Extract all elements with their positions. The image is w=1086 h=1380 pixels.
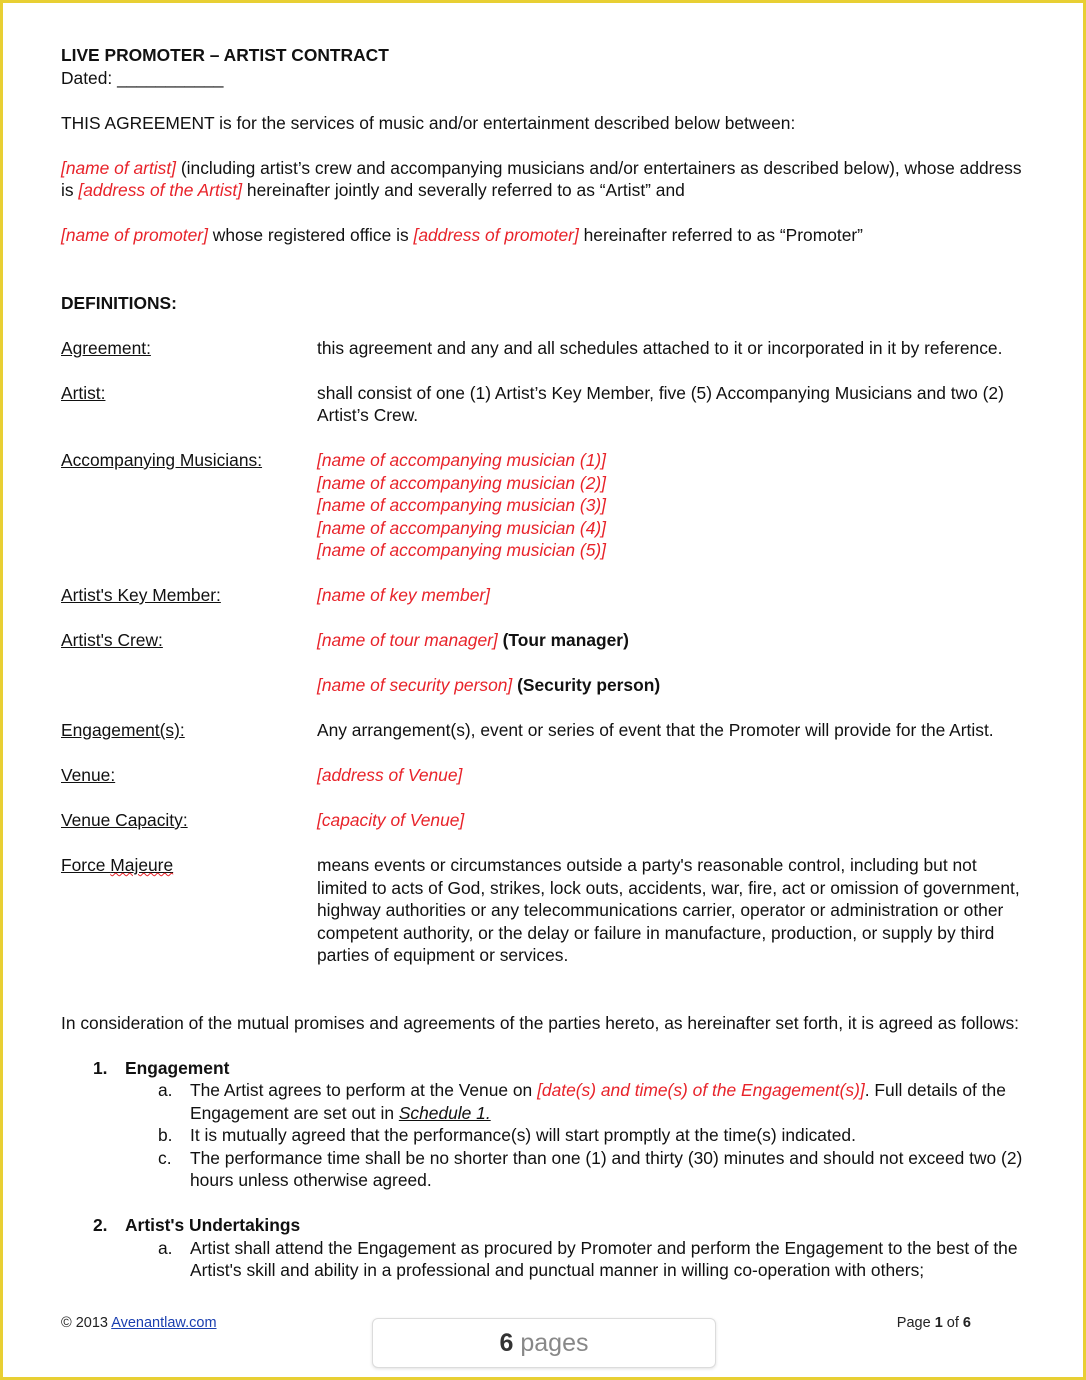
promoter-address-placeholder[interactable]: [address of promoter] — [413, 225, 579, 245]
dated-line: Dated: ___________ — [61, 67, 224, 88]
promoter-text-1: whose registered office is — [207, 225, 414, 245]
crew-list — [317, 629, 1031, 697]
copyright — [61, 1315, 217, 1331]
promoter-text-2: hereinafter referred to as “Promoter” — [578, 225, 863, 245]
clause-text: The performance time shall be no shorter than one (1) and thirty (30) minutes and should not exceed two (2) hours unless otherwise agreed. — [190, 1147, 1023, 1190]
clause-1b — [158, 1124, 1031, 1147]
clause-text: It is mutually agreed that the performance(s) will start promptly at the time(s) indicated. — [190, 1125, 856, 1145]
definition-agreement — [61, 337, 1031, 360]
security-person-role: (Security person) — [512, 675, 661, 695]
clause-letter: c. — [158, 1147, 172, 1168]
artist-paragraph — [61, 157, 1031, 202]
definition-term: Accompanying Musicians: — [61, 450, 263, 470]
key-member-placeholder[interactable]: [name of key member] — [317, 585, 491, 605]
musician-placeholder-4[interactable]: [name of accompanying musician (4)] — [317, 517, 607, 538]
artist-name-placeholder[interactable]: [name of artist] — [61, 157, 177, 178]
document-page — [61, 44, 1031, 1282]
tour-manager-placeholder[interactable]: [name of tour manager] — [317, 630, 498, 650]
clause-letter: b. — [158, 1125, 173, 1145]
definition-term: Artist's Crew: — [61, 630, 163, 650]
definition-value: this agreement and any and all schedules attached to it or incorporated in it by reference. — [317, 337, 1003, 358]
engagement-date-placeholder[interactable]: [date(s) and time(s) of the Engagement(s)] — [537, 1080, 865, 1100]
tour-manager-role: (Tour manager) — [497, 630, 629, 650]
definition-value: means events or circumstances outside a party's reasonable control, including but not limited to acts of God, strikes, lock outs, accidents, war, fire, act or omission of government, highway authorities or any telecommunications carrier, operator or administration or other competent authority, or the delay or failure in manufacture, production, or supply by third parties of equipment or services. — [317, 855, 1020, 965]
definition-engagement — [61, 719, 1031, 742]
clause-1a — [158, 1079, 1031, 1124]
agreement-intro: THIS AGREEMENT is for the services of music and/or entertainment described below between: — [61, 112, 796, 133]
definition-term: Engagement(s): — [61, 720, 185, 740]
crew-tour-manager — [317, 629, 1031, 652]
artist-address-placeholder[interactable]: [address of the Artist] — [78, 180, 243, 200]
clause-text — [190, 1079, 1031, 1124]
section-engagement — [61, 1057, 1031, 1192]
definitions-list — [61, 337, 1031, 967]
pages-label: pages — [513, 1329, 589, 1357]
force-term-part-1: Force — [61, 855, 111, 875]
section-artist-undertakings — [61, 1214, 1031, 1282]
crew-security-person — [317, 674, 1031, 697]
venue-placeholder[interactable]: [address of Venue] — [317, 765, 463, 785]
schedule-link[interactable]: Schedule 1. — [398, 1102, 491, 1123]
section-number: 2. — [93, 1215, 108, 1235]
section-title: Artist's Undertakings — [125, 1215, 301, 1235]
consideration-paragraph: In consideration of the mutual promises and agreements of the parties hereto, as hereinafter set forth, it is agreed as follows: — [61, 1012, 1019, 1033]
copyright-text: © 2013 — [61, 1315, 112, 1331]
section-number: 1. — [93, 1057, 108, 1078]
definition-artist — [61, 382, 1031, 427]
section-heading — [93, 1214, 1031, 1237]
musician-placeholder-5[interactable]: [name of accompanying musician (5)] — [317, 540, 607, 560]
promoter-name-placeholder[interactable]: [name of promoter] — [61, 225, 208, 245]
capacity-placeholder[interactable]: [capacity of Venue] — [317, 810, 465, 830]
definition-term: Venue Capacity: — [61, 810, 188, 830]
document-title: LIVE PROMOTER – ARTIST CONTRACT — [61, 45, 389, 65]
section-heading — [93, 1057, 1031, 1080]
page-label: Page — [896, 1315, 935, 1331]
clause-letter: a. — [158, 1080, 173, 1100]
musician-placeholder-3[interactable]: [name of accompanying musician (3)] — [317, 495, 607, 515]
artist-text-2: hereinafter jointly and severally referred to as “Artist” and — [242, 180, 685, 200]
section-title: Engagement — [125, 1057, 230, 1078]
pages-count: 6 — [499, 1329, 514, 1357]
promoter-paragraph — [61, 224, 1031, 247]
clause-text-part: . Full details of the Engagement are set out in — [190, 1080, 1006, 1123]
definition-key-member — [61, 584, 1031, 607]
definition-musicians — [61, 449, 1031, 562]
musician-placeholder-1[interactable]: [name of accompanying musician (1)] — [317, 450, 607, 470]
definition-term — [61, 854, 317, 967]
musician-list — [317, 449, 1031, 562]
force-term-part-2: Majeure — [110, 855, 174, 875]
security-person-placeholder[interactable]: [name of security person] — [317, 675, 513, 695]
clause-text: Artist shall attend the Engagement as procured by Promoter and perform the Engagement to the best of the Artist's skill and ability in a professional and punctual manner in willing co-operation with others; — [190, 1237, 1018, 1280]
page-total: 6 — [962, 1315, 971, 1331]
artist-text-1: (including artist’s crew and accompanying musicians and/or entertainers as described below), whose address is — [61, 157, 1022, 200]
clause-text-part: The Artist agrees to perform at the Venue on — [190, 1080, 538, 1100]
definition-term: Venue: — [61, 765, 116, 785]
site-link[interactable]: Avenantlaw.com — [111, 1315, 217, 1331]
definition-crew — [61, 629, 1031, 697]
clause-2a — [158, 1237, 1031, 1282]
musician-placeholder-2[interactable]: [name of accompanying musician (2)] — [317, 472, 607, 493]
definition-venue — [61, 764, 1031, 787]
definition-term: Artist: — [61, 382, 106, 403]
definition-force-majeure — [61, 854, 1031, 967]
pages-count-badge[interactable] — [372, 1318, 716, 1368]
definition-value: Any arrangement(s), event or series of event that the Promoter will provide for the Artist. — [317, 720, 994, 740]
page-indicator — [897, 1315, 971, 1331]
page-of: of — [942, 1315, 963, 1331]
definition-term: Agreement: — [61, 337, 151, 358]
definition-value: shall consist of one (1) Artist’s Key Member, five (5) Accompanying Musicians and two (2) Artist’s Crew. — [317, 382, 1004, 425]
clause-1c — [158, 1147, 1031, 1192]
clause-letter: a. — [158, 1237, 173, 1258]
page-number: 1 — [934, 1315, 943, 1331]
definition-term: Artist's Key Member: — [61, 585, 221, 605]
definitions-heading: DEFINITIONS: — [61, 292, 177, 313]
definition-venue-capacity — [61, 809, 1031, 832]
